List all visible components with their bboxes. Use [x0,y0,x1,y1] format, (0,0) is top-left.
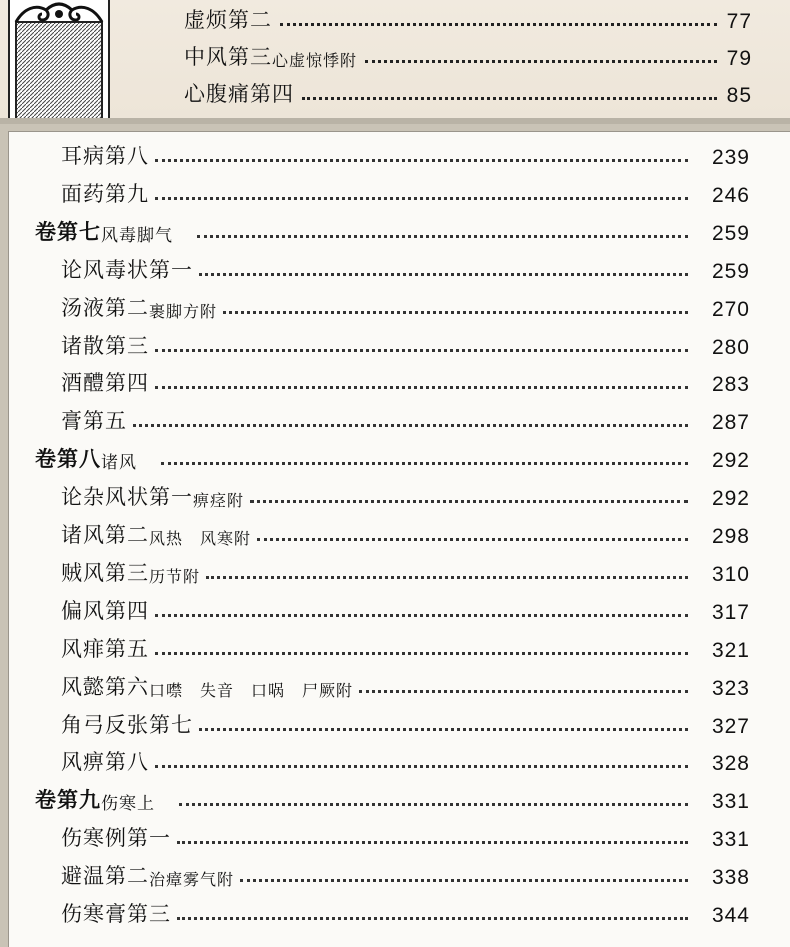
entry-title: 中风第三 [184,45,272,69]
toc-chapter-entry[interactable] [9,667,750,701]
toc-volume-heading[interactable] [9,212,750,246]
dot-leader [155,349,688,352]
entry-title: 卷第七 [35,218,101,244]
entry-title: 卷第九 [35,787,101,813]
page-number: 287 [711,411,750,435]
entry-title: 虚烦第二 [184,8,272,32]
page-number: 283 [711,373,750,397]
entry-title: 贼风第三 [61,560,149,585]
dot-leader [155,386,688,389]
page-number: 79 [726,47,752,70]
toc-entry-top[interactable] [184,37,752,71]
entry-title: 偏风第四 [61,598,149,623]
toc-volume-heading[interactable] [9,780,750,814]
entry-title: 诸散第三 [61,333,149,358]
dot-leader [179,803,688,806]
toc-chapter-entry[interactable] [9,401,750,435]
toc-chapter-entry[interactable] [9,288,750,322]
toc-chapter-entry[interactable] [9,705,750,739]
entry-title: 风痱第五 [61,636,149,661]
entry-note: 痹痉附 [193,491,245,511]
entry-title: 耳病第八 [61,144,149,168]
toc-chapter-entry[interactable] [9,477,750,511]
entry-title: 面药第九 [61,181,149,206]
dot-leader [199,273,688,276]
dot-leader [365,60,717,63]
toc-chapter-entry[interactable] [9,742,750,776]
page-number: 323 [711,676,750,700]
dot-leader [133,424,688,427]
page-number: 77 [726,10,752,33]
page-number: 292 [711,487,750,511]
page-number: 338 [711,866,750,890]
entry-note: 伤寒上 [101,794,155,815]
toc-chapter-entry[interactable] [9,363,750,397]
dot-leader [177,917,688,920]
entry-title: 避温第二 [61,864,149,889]
page-number: 331 [711,828,750,852]
page-number: 246 [711,183,750,207]
entry-note: 裹脚方附 [149,301,218,321]
dot-leader [257,538,688,541]
entry-title: 诸风第二 [61,523,149,547]
dot-leader [177,841,688,844]
dot-leader [155,614,688,617]
toc-chapter-entry[interactable] [9,136,750,170]
entry-title: 汤液第二 [61,295,149,320]
toc-chapter-entry[interactable] [9,250,750,284]
ornament-icon [10,0,108,124]
dot-leader [155,197,688,200]
entry-note: 历节附 [149,566,201,586]
toc-chapter-entry[interactable] [9,818,750,852]
dot-leader [302,97,717,100]
page-number: 259 [711,221,750,245]
page-number: 321 [711,638,750,662]
dot-leader [155,159,688,162]
entry-note: 风热 风寒附 [149,529,252,548]
page-number: 344 [711,904,750,927]
entry-title: 论风毒状第一 [61,257,193,282]
entry-title: 伤寒例第一 [61,826,171,851]
entry-title: 风懿第六 [61,674,149,699]
dot-leader [155,765,688,768]
entry-title: 伤寒膏第三 [61,902,171,926]
page-number: 292 [711,449,750,473]
dot-leader [359,690,688,693]
decorative-border-ornament [8,0,110,124]
page-number: 298 [711,525,750,548]
page-number: 327 [711,714,750,738]
page-number: 239 [711,146,750,169]
toc-chapter-entry[interactable] [9,856,750,890]
entry-title: 风痹第八 [61,750,149,775]
toc-chapter-entry[interactable] [9,174,750,208]
dot-leader [199,728,688,731]
toc-entry-top[interactable] [184,0,752,34]
dot-leader [155,652,688,655]
toc-chapter-entry[interactable] [9,629,750,663]
entry-title: 角弓反张第七 [61,712,193,737]
entry-title: 论杂风状第一 [61,485,193,510]
entry-title: 膏第五 [61,409,127,434]
toc-chapter-entry[interactable] [9,326,750,360]
dot-leader [280,23,717,26]
entry-note: 口噤 失音 口㖞 尸厥附 [149,680,354,700]
toc-chapter-entry[interactable] [9,591,750,625]
dot-leader [161,462,688,465]
page-number: 317 [711,600,750,624]
toc-entry-top[interactable] [184,74,752,108]
page-number: 270 [711,297,750,321]
dot-leader [223,311,688,314]
page-number: 328 [711,752,750,776]
entry-note: 风毒脚气 [101,225,173,246]
entry-note: 诸风 [101,453,137,474]
toc-chapter-entry[interactable] [9,515,750,549]
page-number: 310 [711,562,750,586]
toc-volume-heading[interactable] [9,439,750,473]
entry-title: 卷第八 [35,446,101,472]
entry-title: 酒醴第四 [61,371,149,396]
toc-page [8,131,790,947]
page-number: 85 [726,84,752,107]
toc-chapter-entry[interactable] [9,553,750,587]
page-number: 259 [711,259,750,283]
page-number: 280 [711,335,750,359]
page-number: 331 [711,790,750,814]
dot-leader [206,576,688,579]
top-page-strip [0,0,790,124]
entry-note: 心虚惊悸附 [272,51,358,70]
toc-chapter-entry[interactable] [9,894,750,928]
dot-leader [197,235,688,238]
entry-title: 心腹痛第四 [184,82,294,106]
dot-leader [240,879,688,882]
dot-leader [250,500,688,503]
entry-note: 治瘴雾气附 [149,870,235,890]
